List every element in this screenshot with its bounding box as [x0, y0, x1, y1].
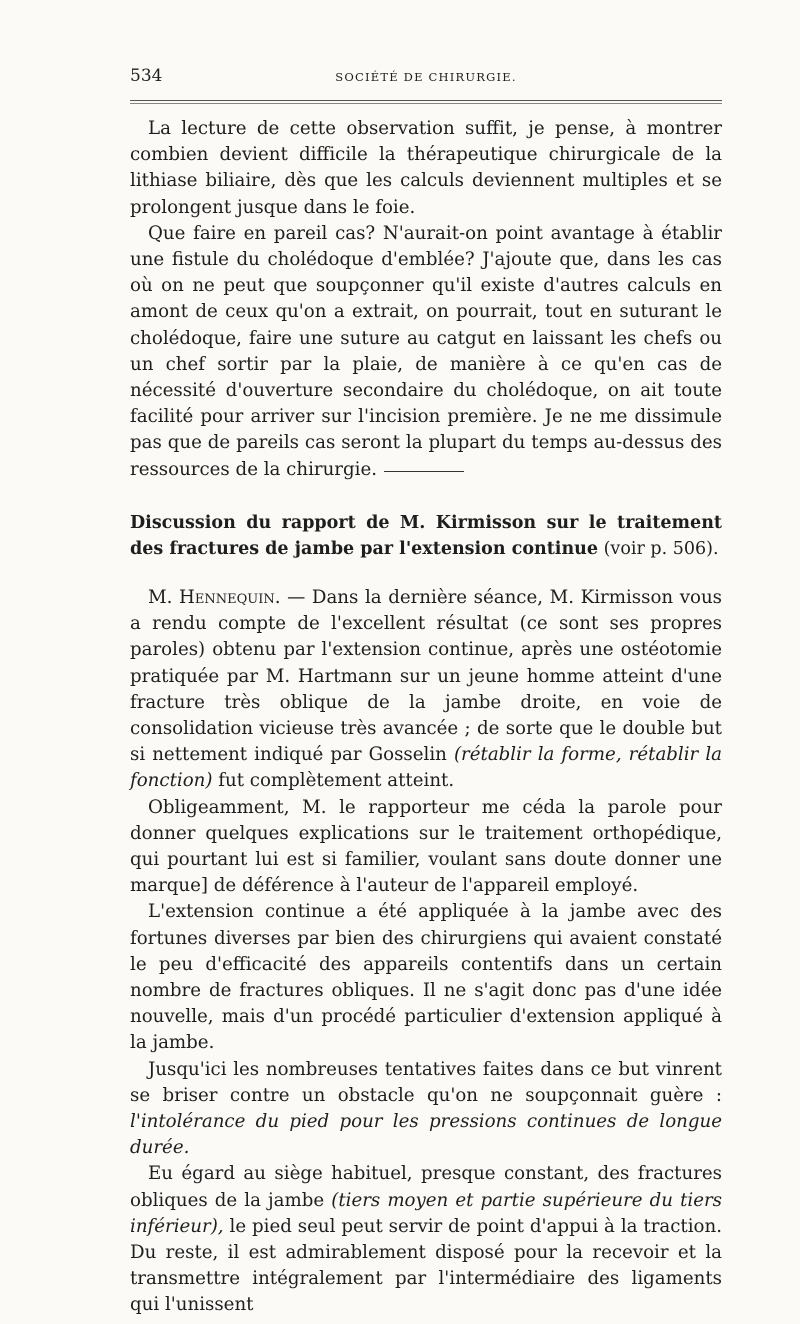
italic-phrase: (tiers moyen et partie supérieure du tiers inférieur), — [130, 1189, 722, 1237]
paragraph — [130, 1057, 722, 1162]
header-rule — [130, 100, 722, 101]
header-rule-double — [130, 103, 722, 104]
discussion-text — [130, 585, 722, 1319]
paragraph-text: — Dans la dernière séance, M. Kirmisson vous a rendu compte de l'excellent résultat (ce sont ses propres paroles) obtenu par l'extension continue, après une ostéotomie pratiquée par M. Hartmann sur un jeune homme atteint d'une fracture très oblique de la jambe droite, en voie de consolidation vicieuse très avancée ; de sorte que le double but si nettement indiqué par Gosselin — [130, 587, 722, 766]
speaker-name: M. Hennequin. — [148, 587, 281, 608]
page-header — [130, 66, 722, 92]
section-heading — [130, 510, 722, 562]
paragraph-text: le pied seul peut servir de point d'appui à la traction. Du reste, il est admirablement disposé pour la recevoir et la transmettre intégralement par l'intermédiaire des ligaments qui l'unissent — [130, 1215, 722, 1316]
italic-quote: (rétablir la forme, rétablir la fonction) — [130, 744, 722, 792]
heading-page-reference: (voir p. 506). — [603, 539, 719, 559]
heading-title: Discussion du rapport de M. Kirmisson sur le traitement des fractures de jambe par l'extension continue — [130, 513, 722, 559]
page-number: 534 — [130, 66, 163, 86]
paragraph-text: fut complètement atteint. — [212, 770, 455, 792]
paragraph-text: Eu égard au siège habituel, presque constant, des fractures obliques de la jambe — [130, 1163, 722, 1211]
running-title: SOCIÉTÉ DE CHIRURGIE. — [335, 70, 517, 84]
paragraph — [130, 585, 722, 795]
paragraph — [130, 1161, 722, 1318]
italic-phrase: l'intolérance du pied pour les pressions continues de longue durée. — [130, 1111, 722, 1159]
observation-conclusion — [130, 116, 722, 483]
paragraph: Obligeamment, M. le rapporteur me céda la parole pour donner quelques explications sur le traitement orthopédique, qui pourtant lui est si familier, voulant sans doute donner une marque] de déférence à l'auteur de l'appareil employé. — [130, 796, 722, 897]
section-separator — [384, 471, 464, 472]
paragraph-text: Jusqu'ici les nombreuses tentatives faites dans ce but vinrent se briser contre un obstacle qu'on ne soupçonnait guère : — [130, 1058, 722, 1106]
paragraph: L'extension continue a été appliquée à la jambe avec des fortunes diverses par bien des chirurgiens qui avaient constaté le peu d'efficacité des appareils contentifs dans un certain nombre de fractures obliques. Il ne s'agit donc pas d'une idée nouvelle, mais d'un procédé particulier d'extension appliqué à la jambe. — [130, 901, 722, 1054]
paragraph: Que faire en pareil cas? N'aurait-on point avantage à établir une fistule du cholédoque d'emblée? J'ajoute que, dans les cas où on ne peut que soupçonner qu'il existe d'autres calculs en amont de ceux qu'on a extrait, on pourrait, tout en suturant le cholédoque, faire une suture au catgut en laissant les chefs ou un chef sortir par la plaie, de manière à ce qu'en cas de nécessité d'ouverture secondaire du cholédoque, on ait toute facilité pour arriver sur l'incision première. Je ne me dissimule pas que de pareils cas seront la plupart du temps au-dessus des ressources de la chirurgie. — [130, 222, 722, 480]
paragraph: La lecture de cette observation suffit, je pense, à montrer combien devient difficile la thérapeutique chirurgicale de la lithiase biliaire, dès que les calculs deviennent multiples et se prolongent jusque dans le foie. — [130, 118, 722, 218]
